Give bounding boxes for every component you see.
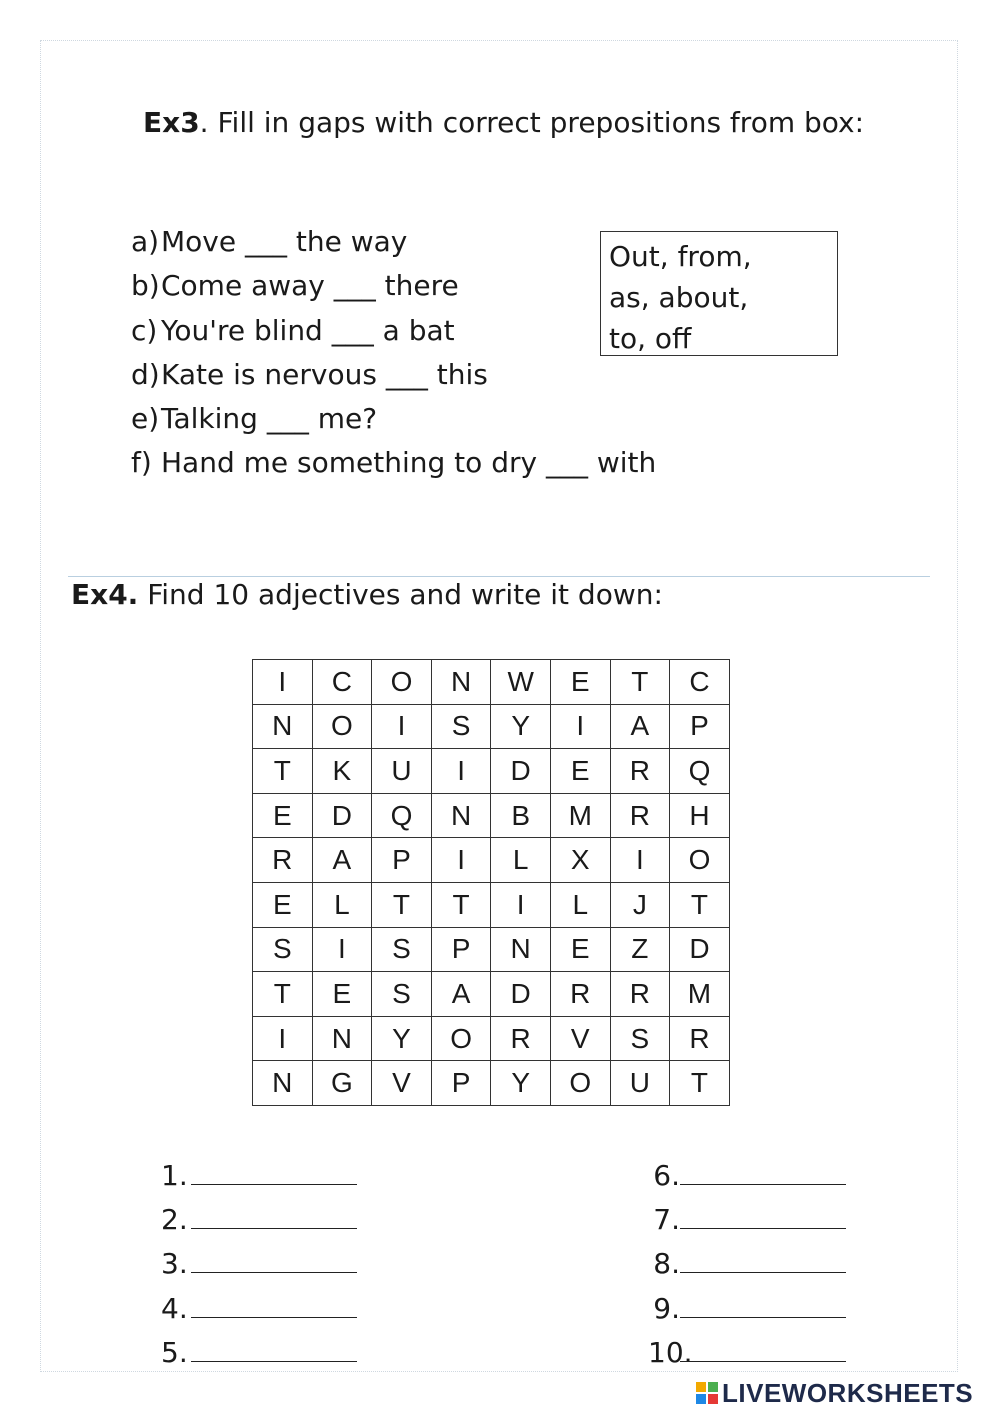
answer-number: 3. [161, 1247, 188, 1281]
grid-cell[interactable]: W [491, 660, 551, 705]
grid-cell[interactable]: N [312, 1016, 372, 1061]
grid-cell[interactable]: U [372, 749, 432, 794]
grid-cell[interactable]: Y [372, 1016, 432, 1061]
answer-line [648, 1291, 846, 1335]
grid-cell[interactable]: T [431, 882, 491, 927]
prepositions-line: as, about, [609, 281, 749, 314]
answer-line [648, 1158, 846, 1202]
answer-number: 8. [653, 1247, 680, 1281]
answer-line [161, 1202, 357, 1246]
logo-square [696, 1394, 706, 1404]
grid-row [253, 972, 730, 1017]
answer-blank[interactable] [680, 1202, 846, 1229]
ex3-sentence [131, 313, 656, 357]
grid-cell[interactable]: I [491, 882, 551, 927]
sentence-text: Come away ___ there [161, 269, 459, 303]
answer-number: 2. [161, 1203, 188, 1237]
answer-list-right [648, 1158, 846, 1379]
grid-cell[interactable]: N [253, 1061, 313, 1106]
answer-blank[interactable] [680, 1335, 846, 1362]
grid-cell[interactable]: R [610, 749, 670, 794]
grid-cell[interactable]: I [431, 749, 491, 794]
sentence-letter: b) [131, 269, 160, 303]
grid-cell[interactable]: S [372, 927, 432, 972]
grid-cell[interactable]: B [491, 793, 551, 838]
section-divider [68, 576, 930, 577]
grid-cell[interactable]: P [372, 838, 432, 883]
grid-cell[interactable]: S [372, 972, 432, 1017]
sentence-text: Move ___ the way [161, 225, 408, 258]
prepositions-box [600, 231, 838, 356]
grid-cell[interactable]: M [550, 793, 610, 838]
answer-number: 4. [161, 1291, 188, 1325]
answer-blank[interactable] [191, 1246, 357, 1273]
ex3-sentence [131, 401, 656, 445]
grid-cell[interactable]: E [550, 749, 610, 794]
grid-cell[interactable]: J [610, 882, 670, 927]
answer-number: 9. [653, 1291, 680, 1325]
grid-cell[interactable]: E [550, 927, 610, 972]
grid-cell[interactable]: E [253, 882, 313, 927]
answer-number: 6. [653, 1159, 680, 1192]
answer-blank[interactable] [191, 1291, 357, 1318]
grid-cell[interactable]: S [610, 1016, 670, 1061]
grid-cell[interactable]: N [253, 704, 313, 749]
grid-cell[interactable]: O [372, 660, 432, 705]
grid-cell[interactable]: R [610, 793, 670, 838]
grid-cell[interactable]: S [431, 704, 491, 749]
logo-square [696, 1382, 706, 1392]
ex3-sentence [131, 268, 656, 312]
ex3-title [143, 106, 864, 139]
logo-text: LIVEWORKSHEETS [722, 1377, 974, 1408]
ex3-label: Ex3 [143, 106, 200, 139]
grid-row [253, 927, 730, 972]
grid-cell[interactable]: X [550, 838, 610, 883]
grid-cell[interactable]: A [431, 972, 491, 1017]
answer-line [648, 1246, 846, 1290]
grid-cell[interactable]: V [550, 1016, 610, 1061]
logo-square [708, 1382, 718, 1392]
grid-cell[interactable]: U [610, 1061, 670, 1106]
answer-line [161, 1291, 357, 1335]
grid-cell[interactable]: S [253, 927, 313, 972]
answer-list-left [161, 1158, 357, 1379]
grid-row [253, 1061, 730, 1106]
grid-row [253, 749, 730, 794]
grid-row [253, 838, 730, 883]
answer-line [648, 1202, 846, 1246]
grid-cell[interactable]: A [610, 704, 670, 749]
prepositions-line: Out, from, [609, 240, 752, 273]
prepositions-line: to, off [609, 322, 692, 355]
grid-cell[interactable]: R [550, 972, 610, 1017]
grid-cell[interactable]: O [670, 838, 730, 883]
grid-cell[interactable]: L [312, 882, 372, 927]
sentence-letter: d) [131, 357, 160, 391]
answer-number: 10. [648, 1335, 693, 1369]
grid-cell[interactable]: O [431, 1016, 491, 1061]
sentence-text: Kate is nervous ___ this [161, 357, 488, 391]
ex3-sentence-list [131, 224, 656, 490]
grid-cell[interactable]: E [550, 660, 610, 705]
grid-cell[interactable]: D [312, 793, 372, 838]
grid-cell[interactable]: C [312, 660, 372, 705]
grid-cell[interactable]: P [431, 927, 491, 972]
grid-cell[interactable]: H [670, 793, 730, 838]
grid-cell[interactable]: T [253, 749, 313, 794]
grid-cell[interactable]: Z [610, 927, 670, 972]
grid-cell[interactable]: R [610, 972, 670, 1017]
grid-cell[interactable]: M [670, 972, 730, 1017]
grid-cell[interactable]: Y [491, 1061, 551, 1106]
grid-cell[interactable]: I [610, 838, 670, 883]
grid-cell[interactable]: T [253, 972, 313, 1017]
grid-cell[interactable]: O [550, 1061, 610, 1106]
grid-cell[interactable]: P [431, 1061, 491, 1106]
grid-cell[interactable]: Q [670, 749, 730, 794]
sentence-text: Hand me something to dry ___ with [161, 446, 657, 480]
answer-line [161, 1158, 357, 1202]
grid-row [253, 660, 730, 705]
answer-number: 5. [161, 1335, 188, 1369]
grid-cell[interactable]: N [431, 793, 491, 838]
grid-row [253, 793, 730, 838]
word-search-grid [252, 659, 730, 1106]
grid-cell[interactable]: N [491, 927, 551, 972]
grid-cell[interactable]: E [312, 972, 372, 1017]
sentence-text: Talking ___ me? [161, 402, 378, 436]
sentence-letter: f) [131, 446, 152, 480]
answer-blank[interactable] [680, 1291, 846, 1318]
answer-blank[interactable] [680, 1246, 846, 1273]
grid-cell[interactable]: N [431, 660, 491, 705]
answer-line [161, 1246, 357, 1290]
grid-cell[interactable]: Q [372, 793, 432, 838]
ex3-sentence [131, 445, 656, 489]
grid-cell[interactable]: I [312, 927, 372, 972]
grid-cell[interactable]: T [372, 882, 432, 927]
grid-cell[interactable]: T [670, 1061, 730, 1106]
grid-cell[interactable]: G [312, 1061, 372, 1106]
ex4-instruction: Find 10 adjectives and write it down: [138, 578, 663, 611]
grid-cell[interactable]: D [670, 927, 730, 972]
answer-number: 7. [653, 1203, 680, 1237]
grid-row [253, 1016, 730, 1061]
answer-blank[interactable] [191, 1158, 357, 1185]
answer-blank[interactable] [191, 1202, 357, 1229]
grid-cell[interactable]: T [610, 660, 670, 705]
answer-line [648, 1335, 846, 1379]
grid-cell[interactable]: I [372, 704, 432, 749]
grid-cell[interactable]: C [670, 660, 730, 705]
grid-cell[interactable]: Y [491, 704, 551, 749]
ex3-instruction: . Fill in gaps with correct prepositions from box: [199, 106, 865, 139]
answer-line [161, 1335, 357, 1379]
grid-cell[interactable]: L [550, 882, 610, 927]
grid-cell[interactable]: I [253, 1016, 313, 1061]
grid-cell[interactable]: P [670, 704, 730, 749]
grid-cell[interactable]: I [550, 704, 610, 749]
grid-cell[interactable]: K [312, 749, 372, 794]
answer-number: 1. [161, 1159, 188, 1192]
grid-cell[interactable]: I [431, 838, 491, 883]
sentence-letter: a) [131, 225, 160, 258]
logo-icon [696, 1382, 718, 1404]
grid-cell[interactable]: L [491, 838, 551, 883]
ex3-sentence [131, 224, 656, 268]
grid-cell[interactable]: D [491, 972, 551, 1017]
grid-cell[interactable]: V [372, 1061, 432, 1106]
grid-cell[interactable]: O [312, 704, 372, 749]
liveworksheets-logo [696, 1378, 973, 1408]
ex3-sentence [131, 357, 656, 401]
sentence-letter: c) [131, 313, 158, 347]
sentence-text: You're blind ___ a bat [161, 313, 455, 347]
grid-cell[interactable]: R [491, 1016, 551, 1061]
grid-row [253, 882, 730, 927]
answer-blank[interactable] [680, 1158, 846, 1185]
ex4-label: Ex4. [71, 578, 139, 611]
ex4-title [71, 578, 663, 611]
grid-cell[interactable]: R [253, 838, 313, 883]
answer-blank[interactable] [191, 1335, 357, 1362]
grid-row [253, 704, 730, 749]
grid-cell[interactable]: E [253, 793, 313, 838]
grid-cell[interactable]: T [670, 882, 730, 927]
grid-cell[interactable]: A [312, 838, 372, 883]
sentence-letter: e) [131, 402, 160, 436]
grid-cell[interactable]: I [253, 660, 313, 705]
grid-cell[interactable]: D [491, 749, 551, 794]
grid-cell[interactable]: R [670, 1016, 730, 1061]
logo-square [708, 1394, 718, 1404]
